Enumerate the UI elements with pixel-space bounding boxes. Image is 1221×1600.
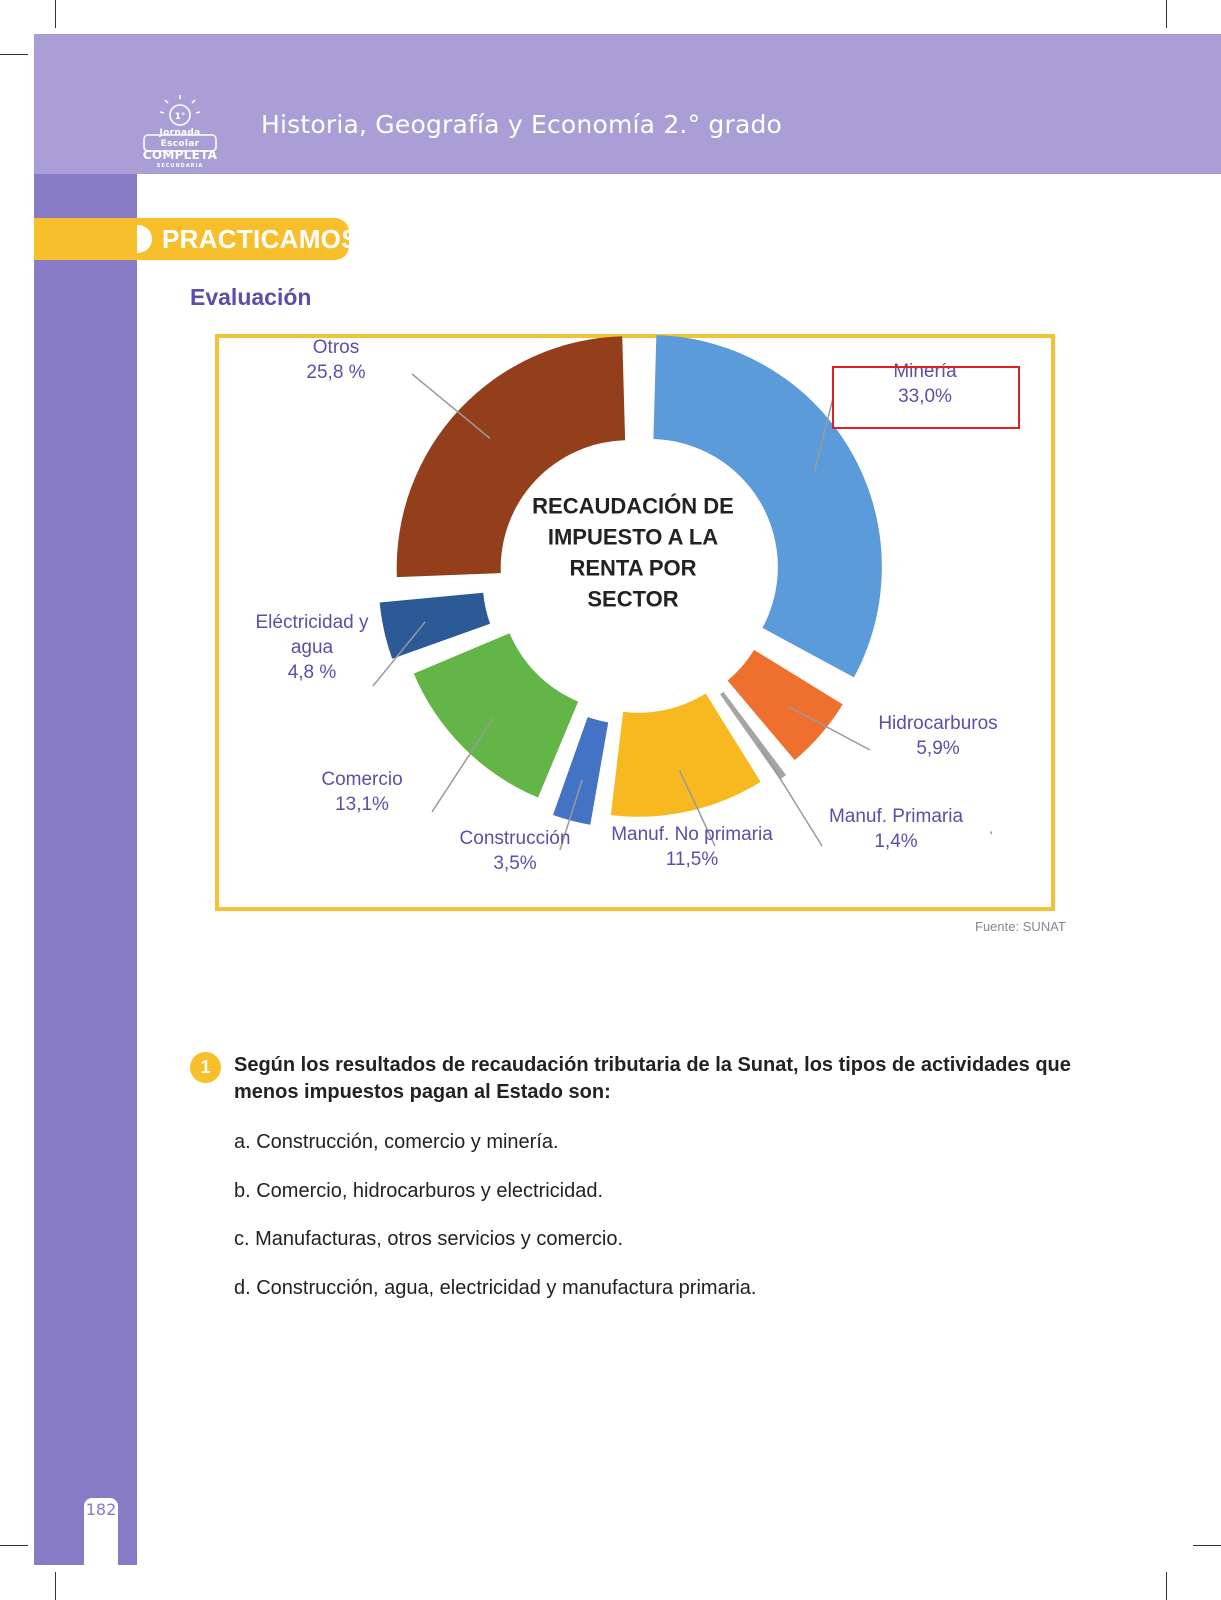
slice-label-mineria: Minería 33,0%: [893, 361, 957, 407]
option-d[interactable]: d. Construcción, agua, electricidad y manufactura primaria.: [234, 1277, 757, 1299]
logo-line3: SECUNDARIA: [156, 163, 204, 169]
slice-label-manuf-no-primaria: Manuf. No primaria 11,5%: [611, 824, 773, 870]
crop-mark: [55, 1572, 56, 1600]
option-a[interactable]: a. Construcción, comercio y minería.: [234, 1131, 559, 1153]
page-header-title: Historia, Geografía y Economía 2.° grado: [261, 110, 783, 139]
chart-center-title: [532, 494, 734, 612]
logo-line2: COMPLETA: [142, 148, 218, 162]
slice-comercio: [414, 633, 578, 797]
stray-mark: ': [990, 829, 993, 843]
section-subtitle: Evaluación: [190, 284, 312, 310]
slice-label-construccion: Construcción 3,5%: [459, 828, 571, 874]
page-number: 182: [85, 1500, 117, 1519]
option-b[interactable]: b. Comercio, hidrocarburos y electricidad.: [234, 1180, 604, 1202]
logo-line1: Jornada Escolar: [159, 128, 201, 149]
question-text: Según los resultados de recaudación tributaria de la Sunat, los tipos de actividades que menos impuestos pagan al Estado son:: [234, 1054, 1071, 1103]
slice-label-hidrocarburos: Hidrocarburos 5,9%: [878, 713, 998, 759]
crop-mark: [1166, 1572, 1167, 1600]
chart-source: Fuente: SUNAT: [975, 919, 1066, 934]
section-label: PRACTICAMOS: [162, 224, 359, 254]
slice-label-otros: Otros 25,8 %: [306, 337, 366, 383]
crop-mark: [1193, 1545, 1221, 1546]
slice-label-manuf-primaria: Manuf. Primaria 1,4%: [828, 806, 964, 852]
question-number-badge: 1: [190, 1052, 221, 1083]
slice-label-comercio: Comercio 13,1%: [321, 769, 403, 815]
crop-mark: [0, 1545, 28, 1546]
option-c[interactable]: c. Manufacturas, otros servicios y comercio.: [234, 1228, 624, 1250]
slice-label-electricidad-y-agua: Eléctricidad y agua 4,8 %: [255, 612, 369, 683]
page-number-tab: [84, 1498, 118, 1565]
chart-title: RECAUDACIÓN DE IMPUESTO A LA RENTA POR SECTOR: [532, 493, 734, 612]
logo-badge: 1°: [174, 112, 186, 122]
slice-hidrocarburos: [728, 650, 843, 760]
